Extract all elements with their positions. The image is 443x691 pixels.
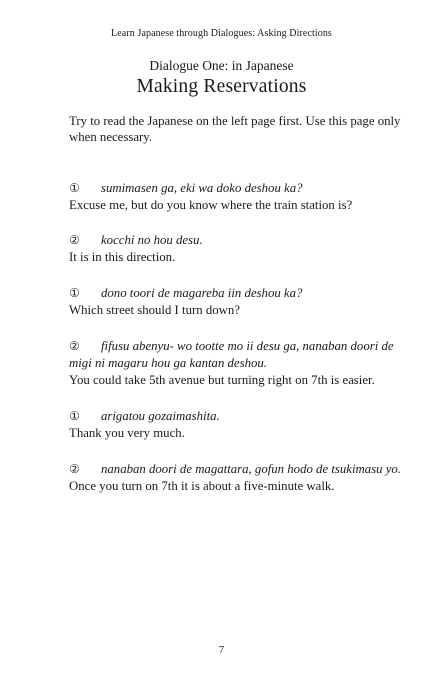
romaji-text: kocchi no hou desu. — [101, 233, 203, 247]
dialogue-subtitle: Dialogue One: in Japanese — [149, 58, 294, 73]
english-translation: Excuse me, but do you know where the train station is? — [69, 198, 353, 212]
dialogue-exchange-3 — [69, 285, 409, 319]
dialogue-exchange-2 — [69, 232, 409, 266]
page-number: 7 — [218, 645, 225, 656]
page-title: Making Reservations — [136, 76, 307, 97]
dialogue-exchange-4 — [69, 338, 409, 389]
english-translation: Once you turn on 7th it is about a five-minute walk. — [69, 479, 335, 493]
speaker-one-marker: ① — [69, 409, 80, 423]
dialogue-exchange-5 — [69, 408, 409, 442]
romaji-text: fifusu abenyu- wo tootte mo ii desu ga, nanaban doori de — [101, 339, 394, 353]
japanese-line — [69, 180, 409, 196]
japanese-line — [69, 461, 409, 477]
speaker-one-marker: ① — [69, 181, 80, 195]
speaker-two-marker: ② — [69, 462, 80, 476]
running-head: Learn Japanese through Dialogues: Asking Directions — [111, 28, 332, 39]
romaji-text-continued: migi ni magaru hou ga kantan deshou. — [69, 356, 267, 370]
english-translation: It is in this direction. — [69, 250, 176, 264]
dialogue-exchange-6 — [69, 461, 409, 495]
romaji-text: dono toori de magareba iin deshou ka? — [101, 286, 303, 300]
intro-paragraph: Try to read the Japanese on the left page first. Use this page only when necessary. — [69, 114, 401, 144]
japanese-line — [69, 285, 409, 301]
speaker-one-marker: ① — [69, 286, 80, 300]
dialogue-exchange-1 — [69, 180, 409, 214]
japanese-line — [69, 232, 409, 248]
english-translation: You could take 5th avenue but turning right on 7th is easier. — [69, 373, 375, 387]
romaji-text: sumimasen ga, eki wa doko deshou ka? — [101, 181, 303, 195]
japanese-line — [69, 338, 409, 354]
romaji-text: arigatou gozaimashita. — [101, 409, 220, 423]
english-translation: Which street should I turn down? — [69, 303, 240, 317]
romaji-text: nanaban doori de magattara, gofun hodo de tsukimasu yo. — [101, 462, 402, 476]
speaker-two-marker: ② — [69, 233, 80, 247]
english-translation: Thank you very much. — [69, 426, 185, 440]
speaker-two-marker: ② — [69, 339, 80, 353]
japanese-line — [69, 408, 409, 424]
